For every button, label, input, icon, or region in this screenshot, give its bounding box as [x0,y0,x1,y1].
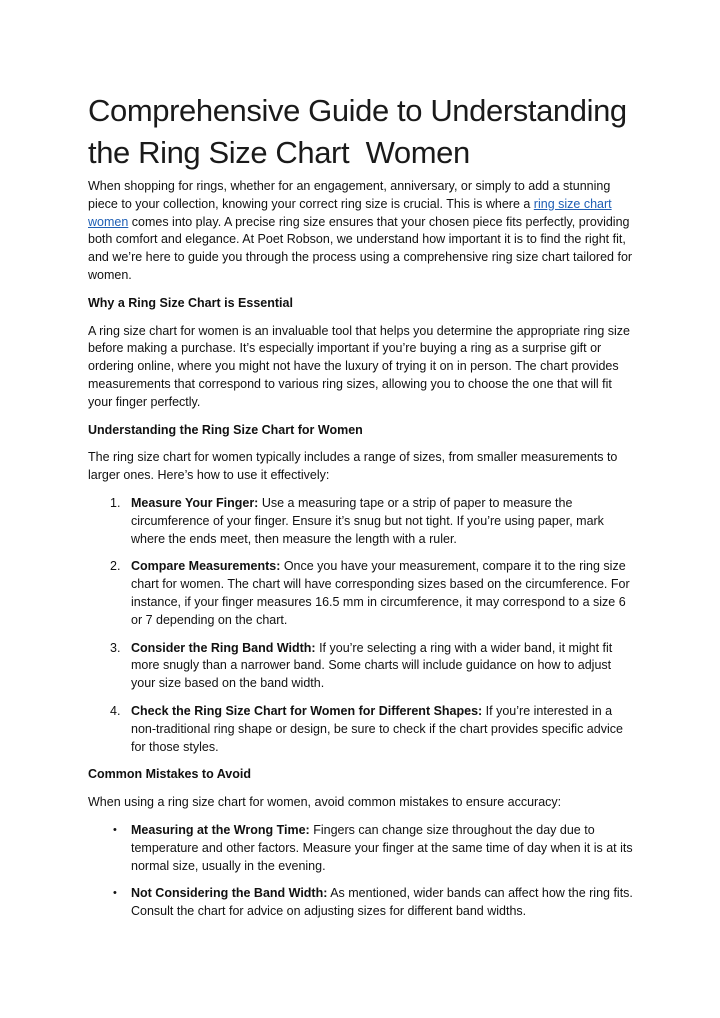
intro-text-after-link: comes into play. A precise ring size ensures that your chosen piece fits perfectly, providing both comfort and elegance. At Poet Robson, we understand how important it is to find the right fit, and we’re here to guide you through the process using a comprehensive ring size chart tailored for women. [88,214,633,282]
title-line-1: Comprehensive Guide to Understanding [88,93,627,128]
list-number: 1. [110,495,121,510]
document-content [88,90,636,931]
section-heading-understanding: Understanding the Ring Size Chart for Women [88,422,363,437]
list-item [88,640,636,693]
list-item-bold-label: Not Considering the Band Width: [131,886,328,901]
list-item-text: Fingers can change size throughout the day due to temperature and other factors. Measure your finger at the same time of day when it is at its normal size, usually in the evening. [131,822,633,873]
section-paragraph-understanding: The ring size chart for women typically includes a range of sizes, from smaller measurements to larger ones. Here’s how to use it effectively: [88,450,618,483]
mistakes-list [88,822,636,921]
list-item-bold-label: Measure Your Finger: [131,495,259,510]
section-paragraph-mistakes: When using a ring size chart for women, avoid common mistakes to ensure accuracy: [88,795,562,810]
list-item-bold-label: Check the Ring Size Chart for Women for Different Shapes: [131,703,483,718]
list-item-text: Once you have your measurement, compare it to the ring size chart for women. The chart will have corresponding sizes based on the circumference. For instance, if your finger measures 16.5 mm in circumference, it may correspond to a size 6 or 7 depending on the chart. [131,559,630,627]
list-item-text: As mentioned, wider bands can affect how the ring fits. Consult the chart for advice on adjusting sizes for different band widths. [131,886,633,919]
list-item [88,495,636,548]
list-item-text: Use a measuring tape or a strip of paper to measure the circumference of your finger. Ensure it’s snug but not tight. If you’re using paper, mark where the ends meet, then measure the length with a ruler. [131,495,604,546]
ring-size-chart-link[interactable]: ring size chart women [88,196,612,229]
section-paragraph-why: A ring size chart for women is an invaluable tool that helps you determine the appropriate ring size before making a purchase. It’s especially important if you’re buying a ring as a surprise gift or ordering online, where you might not have the luxury of trying it on in person. The chart provides measurements that correspond to various ring sizes, allowing you to choose the one that will fit your finger perfectly. [88,323,630,409]
list-item-bold-label: Measuring at the Wrong Time: [131,822,310,837]
bullet-icon: • [113,887,117,900]
title-line-2: the Ring Size Chart Women [88,135,470,170]
list-item [88,822,636,875]
list-item-bold-label: Consider the Ring Band Width: [131,640,316,655]
intro-text-before-link: When shopping for rings, whether for an engagement, anniversary, or simply to add a stunning piece to your collection, knowing your correct ring size is crucial. This is where a [88,179,611,211]
page-title [88,90,636,174]
list-item-text: If you’re interested in a non-traditional ring shape or design, be sure to check if the chart provides specific advice for those styles. [131,703,623,754]
list-number: 4. [110,703,121,718]
list-number: 2. [110,559,121,574]
list-item-bold-label: Compare Measurements: [131,559,281,574]
list-item [88,703,636,756]
list-number: 3. [110,640,121,655]
list-item-text: If you’re selecting a ring with a wider band, it might fit more snugly than a narrower band. Some charts will include guidance on how to adjust your size based on the band width. [131,640,613,691]
list-item [88,558,636,629]
list-item [88,885,636,921]
steps-list [88,495,636,756]
bullet-icon: • [113,823,117,836]
intro-paragraph [88,178,636,285]
section-heading-mistakes: Common Mistakes to Avoid [88,767,251,782]
section-heading-why: Why a Ring Size Chart is Essential [88,295,293,310]
